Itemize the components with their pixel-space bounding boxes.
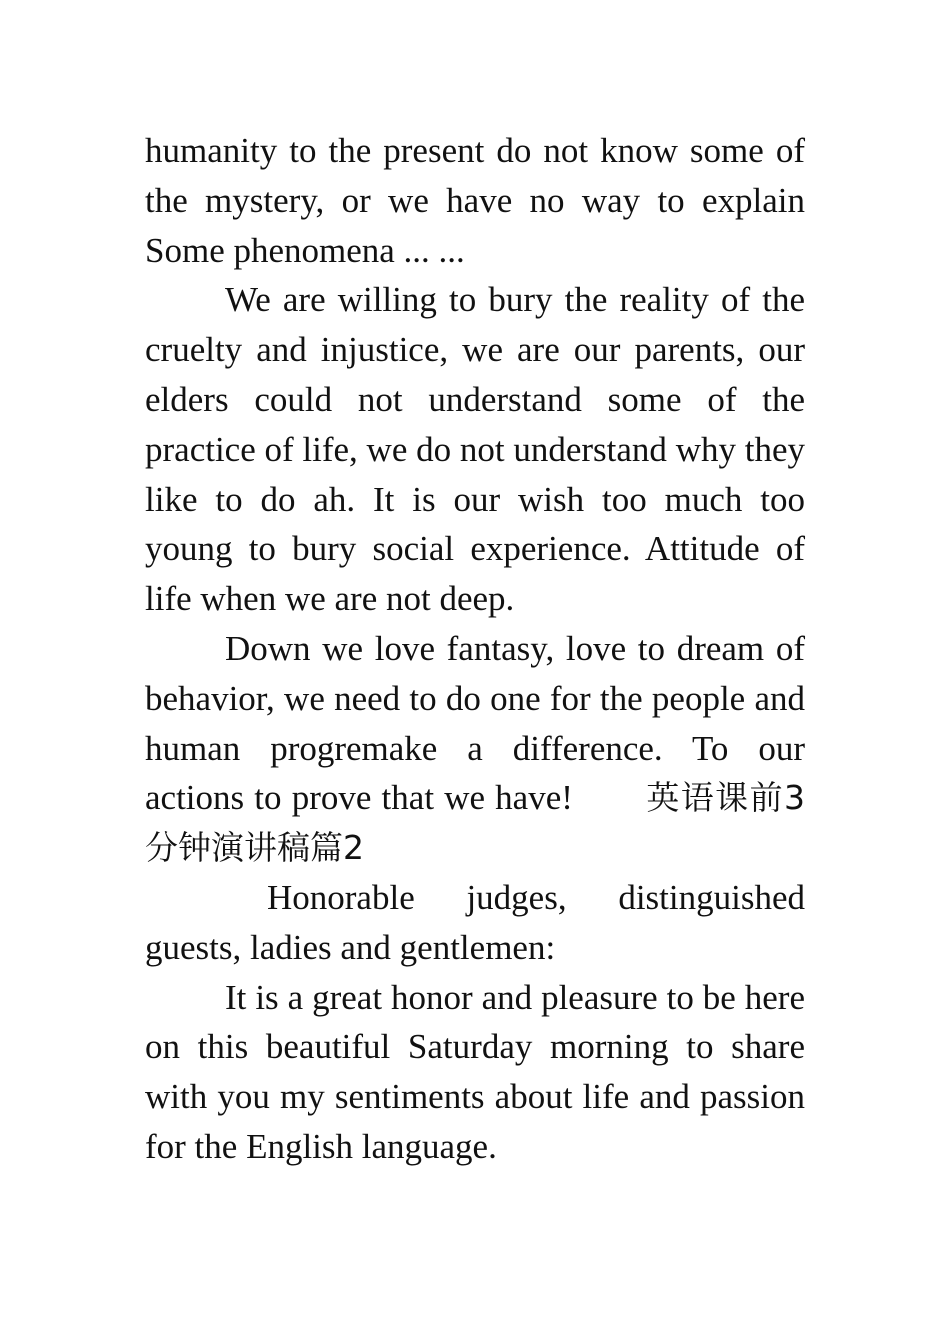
paragraph-fantasy-text: Down we love fantasy, love to dream of behavior, we need to do one for the people and human progremake a difference. To our actions to prove that we have! — [145, 628, 805, 818]
section-heading: 英语课前3分钟演讲稿篇2 — [145, 778, 805, 868]
paragraph-fantasy — [145, 624, 805, 873]
paragraph-greeting: Honorable judges, distinguished guests, ladies and gentlemen: — [145, 877, 805, 967]
paragraph-bury-reality: We are willing to bury the reality of the cruelty and injustice, we are our parents, our elders could not understand some of the practice of life, we do not understand why they like to do ah. It is our wish too much too young to bury social experience. Attitude of life when we are not deep. — [145, 280, 805, 619]
paragraph-mystery: humanity to the present do not know some of the mystery, or we have no way to explain Some phenomena ... ... — [145, 131, 805, 270]
body-text — [145, 126, 805, 1172]
paragraph-honor: It is a great honor and pleasure to be here on this beautiful Saturday morning to share with you my sentiments about life and passion for the English language. — [145, 977, 805, 1166]
